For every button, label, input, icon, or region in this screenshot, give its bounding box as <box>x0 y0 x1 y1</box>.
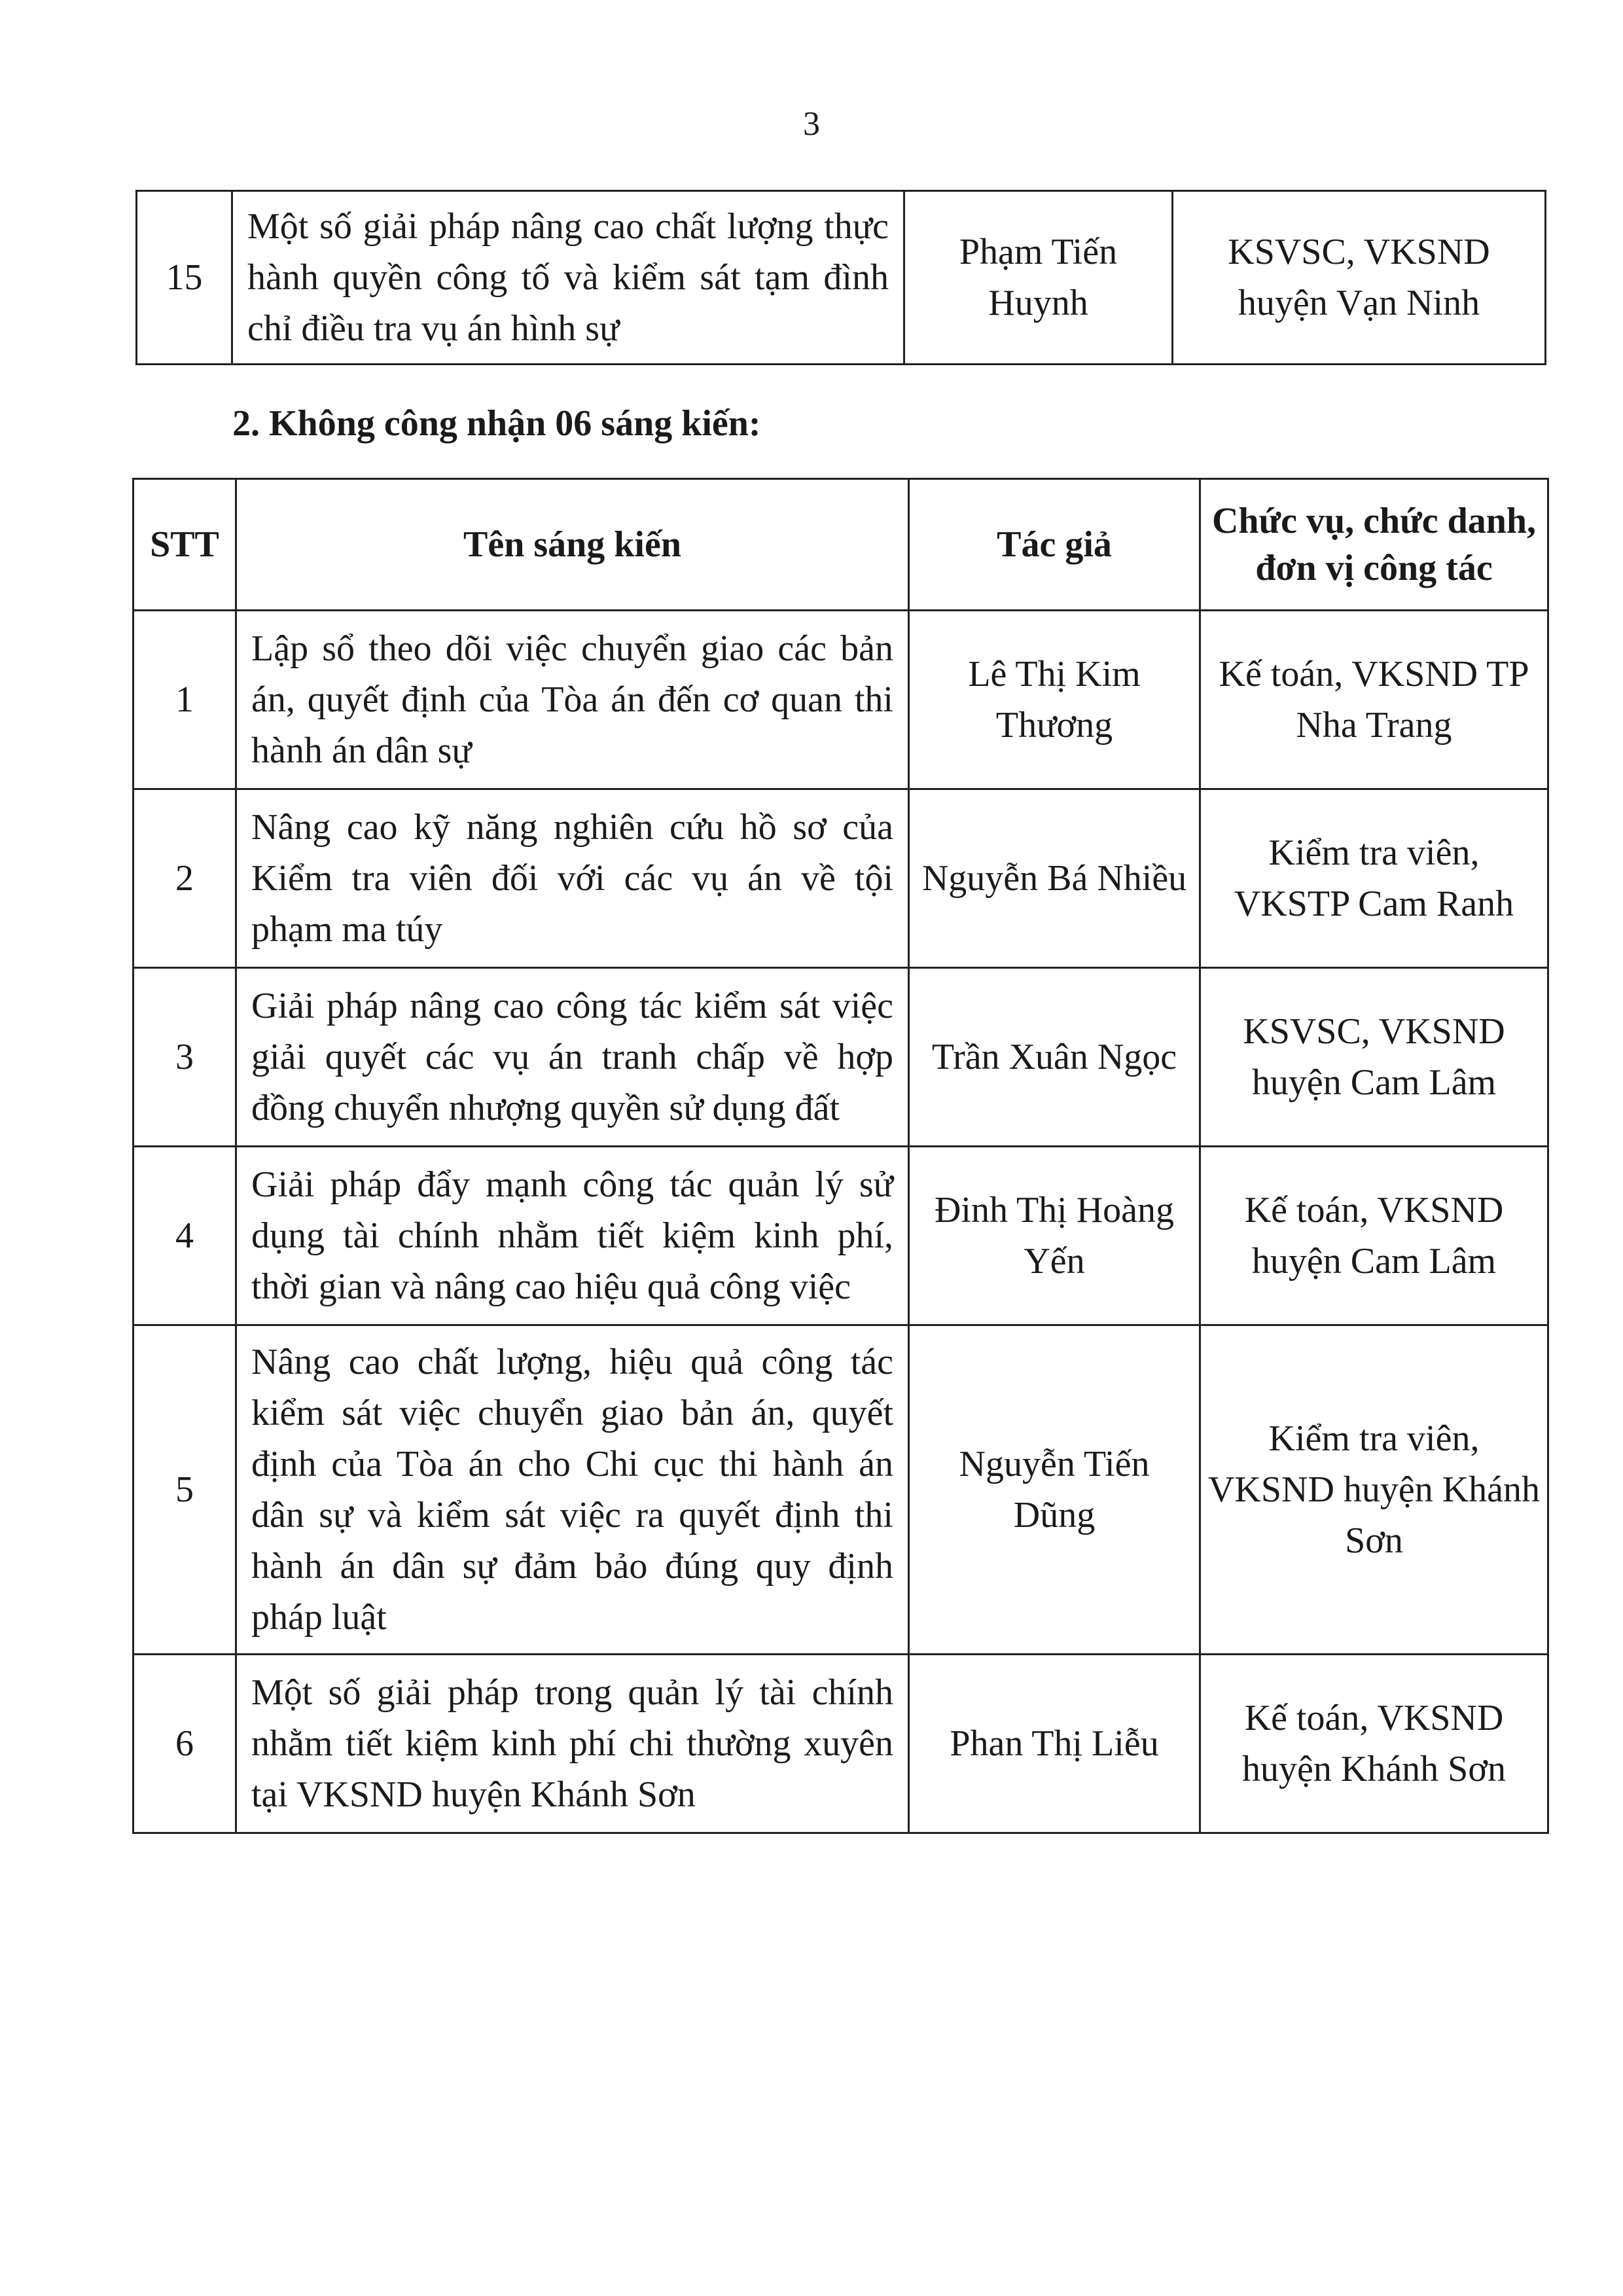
table-row <box>134 1655 1548 1833</box>
table-row <box>134 1325 1548 1655</box>
page-number: 3 <box>803 105 820 143</box>
author-cell: Đinh Thị Hoàng Yến <box>909 1147 1200 1325</box>
stt-cell: 4 <box>134 1147 236 1325</box>
unit-cell: Kế toán, VKSND TP Nha Trang <box>1200 611 1548 789</box>
header-author: Tác giả <box>909 479 1200 611</box>
author-cell: Phan Thị Liễu <box>909 1655 1200 1833</box>
stt-cell: 5 <box>134 1325 236 1655</box>
initiative-name-cell: Một số giải pháp nâng cao chất lượng thực hành quyền công tố và kiểm sát tạm đình chỉ điều tra vụ án hình sự <box>232 191 904 365</box>
table-row <box>137 191 1546 365</box>
stt-cell: 15 <box>137 191 232 365</box>
table-header-row <box>134 479 1548 611</box>
initiative-name-cell: Lập sổ theo dõi việc chuyển giao các bản án, quyết định của Tòa án đến cơ quan thi hành án dân sự <box>236 611 909 789</box>
initiative-name-cell: Giải pháp nâng cao công tác kiểm sát việc giải quyết các vụ án tranh chấp về hợp đồng chuyển nhượng quyền sử dụng đất <box>236 968 909 1147</box>
unit-cell: KSVSC, VKSND huyện Vạn Ninh <box>1173 191 1546 365</box>
initiative-name-cell: Nâng cao chất lượng, hiệu quả công tác kiểm sát việc chuyển giao bản án, quyết định của Tòa án cho Chi cục thi hành án dân sự và kiểm sát việc ra quyết định thi hành án dân sự đảm bảo đúng quy định pháp luật <box>236 1325 909 1655</box>
unit-cell: Kiểm tra viên, VKSTP Cam Ranh <box>1200 789 1548 968</box>
initiative-name-cell: Giải pháp đẩy mạnh công tác quản lý sử dụng tài chính nhằm tiết kiệm kinh phí, thời gian và nâng cao hiệu quả công việc <box>236 1147 909 1325</box>
table-row <box>134 611 1548 789</box>
author-cell: Nguyễn Bá Nhiều <box>909 789 1200 968</box>
stt-cell: 6 <box>134 1655 236 1833</box>
stt-cell: 3 <box>134 968 236 1147</box>
table-row <box>134 789 1548 968</box>
unit-cell: KSVSC, VKSND huyện Cam Lâm <box>1200 968 1548 1147</box>
stt-cell: 1 <box>134 611 236 789</box>
table-row <box>134 1147 1548 1325</box>
initiatives-table-continued <box>135 190 1546 365</box>
not-recognized-initiatives-table <box>132 478 1549 1834</box>
table-row <box>134 968 1548 1147</box>
unit-cell: Kế toán, VKSND huyện Cam Lâm <box>1200 1147 1548 1325</box>
author-cell: Lê Thị Kim Thương <box>909 611 1200 789</box>
header-unit: Chức vụ, chức danh, đơn vị công tác <box>1200 479 1548 611</box>
initiative-name-cell: Nâng cao kỹ năng nghiên cứu hồ sơ của Kiểm tra viên đối với các vụ án về tội phạm ma túy <box>236 789 909 968</box>
author-cell: Phạm Tiến Huynh <box>904 191 1173 365</box>
author-cell: Trần Xuân Ngọc <box>909 968 1200 1147</box>
header-stt: STT <box>134 479 236 611</box>
header-name: Tên sáng kiến <box>236 479 909 611</box>
initiative-name-cell: Một số giải pháp trong quản lý tài chính nhằm tiết kiệm kinh phí chi thường xuyên tại VKSND huyện Khánh Sơn <box>236 1655 909 1833</box>
unit-cell: Kiểm tra viên, VKSND huyện Khánh Sơn <box>1200 1325 1548 1655</box>
stt-cell: 2 <box>134 789 236 968</box>
author-cell: Nguyễn Tiến Dũng <box>909 1325 1200 1655</box>
unit-cell: Kế toán, VKSND huyện Khánh Sơn <box>1200 1655 1548 1833</box>
section-heading: 2. Không công nhận 06 sáng kiến: <box>232 403 761 444</box>
